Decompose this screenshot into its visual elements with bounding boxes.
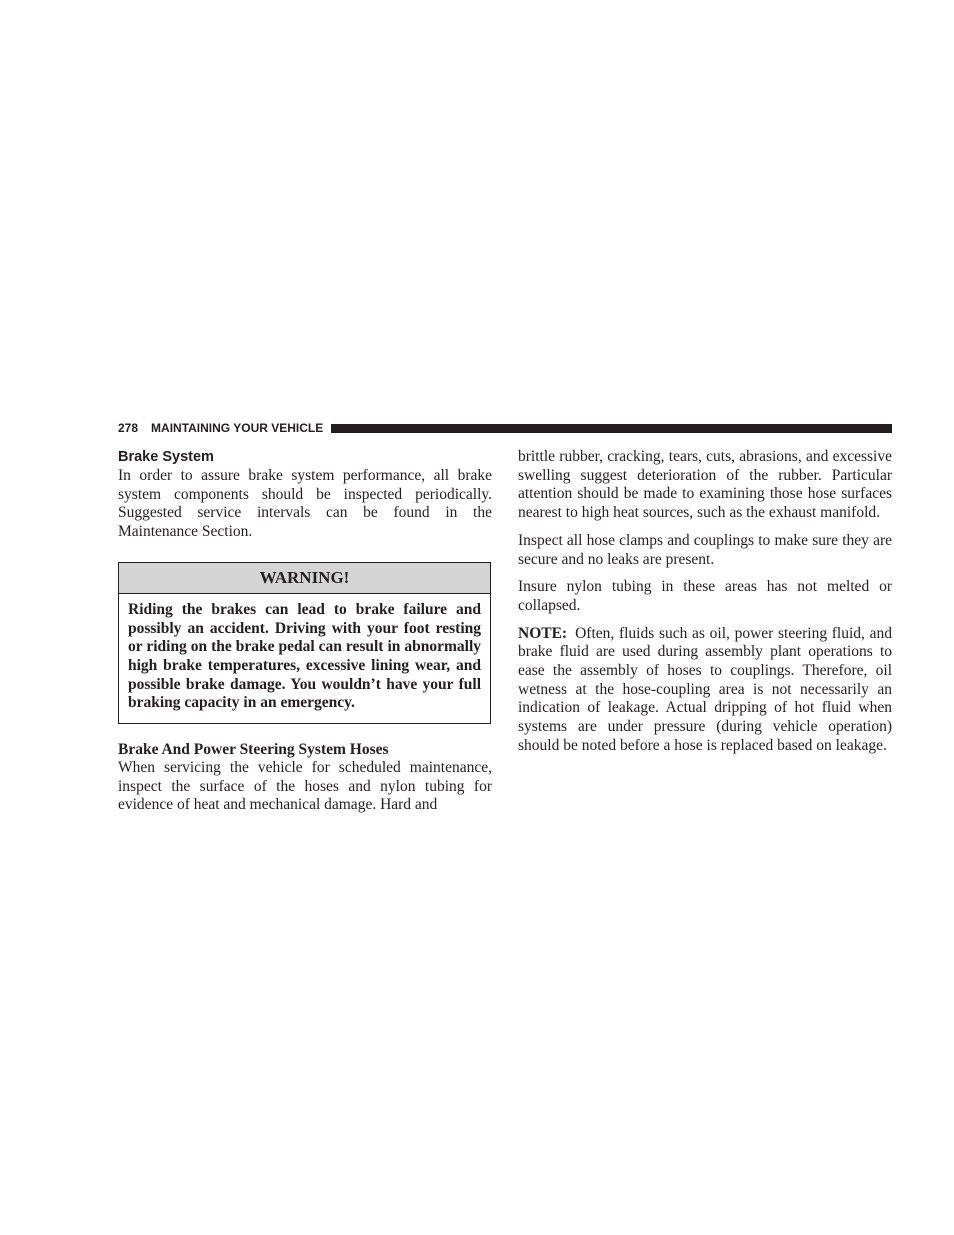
right-column <box>518 448 892 756</box>
left-column <box>118 448 492 815</box>
warning-text: Riding the brakes can lead to brake failure and possibly an accident. Driving with your foot resting or riding on the brake pedal can result in abnormally high brake temperatures, excessive lining wear, and possible brake damage. You wouldn’t have your full braking capacity in an emergency. <box>128 600 481 712</box>
brake-system-heading: Brake System <box>118 449 214 465</box>
warning-title: WARNING! <box>119 563 490 594</box>
rubber-paragraph: brittle rubber, cracking, tears, cuts, abrasions, and excessive swelling suggest deterioration of the rubber. Particular attention should be made to examining those hose surfaces nearest to high heat sources, such as the exhaust manifold. <box>518 448 892 522</box>
hoses-paragraph: When servicing the vehicle for scheduled maintenance, inspect the surface of the hoses and nylon tubing for evidence of heat and mechanical damage. Hard and <box>118 759 492 814</box>
section-title: MAINTAINING YOUR VEHICLE <box>151 421 324 435</box>
note-label: NOTE: <box>518 624 568 642</box>
warning-box <box>118 562 491 724</box>
header-rule <box>331 424 892 433</box>
note-paragraph <box>518 625 892 756</box>
page-header <box>118 419 892 437</box>
brake-system-paragraph: In order to assure brake system performance, all brake system components should be inspected periodically. Suggested service intervals can be found in the Maintenance Section. <box>118 467 492 541</box>
nylon-paragraph: Insure nylon tubing in these areas has not melted or collapsed. <box>518 578 892 614</box>
clamps-paragraph: Inspect all hose clamps and couplings to make sure they are secure and no leaks are present. <box>518 531 892 568</box>
note-text: Often, fluids such as oil, power steering fluid, and brake fluid are used during assembly plant operations to ease the assembly of hoses to couplings. Therefore, oil wetness at the hose-coupling area is not necessarily an indication of leakage. Actual dripping of hot fluid when systems are under pressure (during vehicle operation) should be noted before a hose is replaced based on leakage. <box>518 624 892 754</box>
page-number: 278 <box>118 421 139 435</box>
hoses-heading: Brake And Power Steering System Hoses <box>118 741 389 759</box>
